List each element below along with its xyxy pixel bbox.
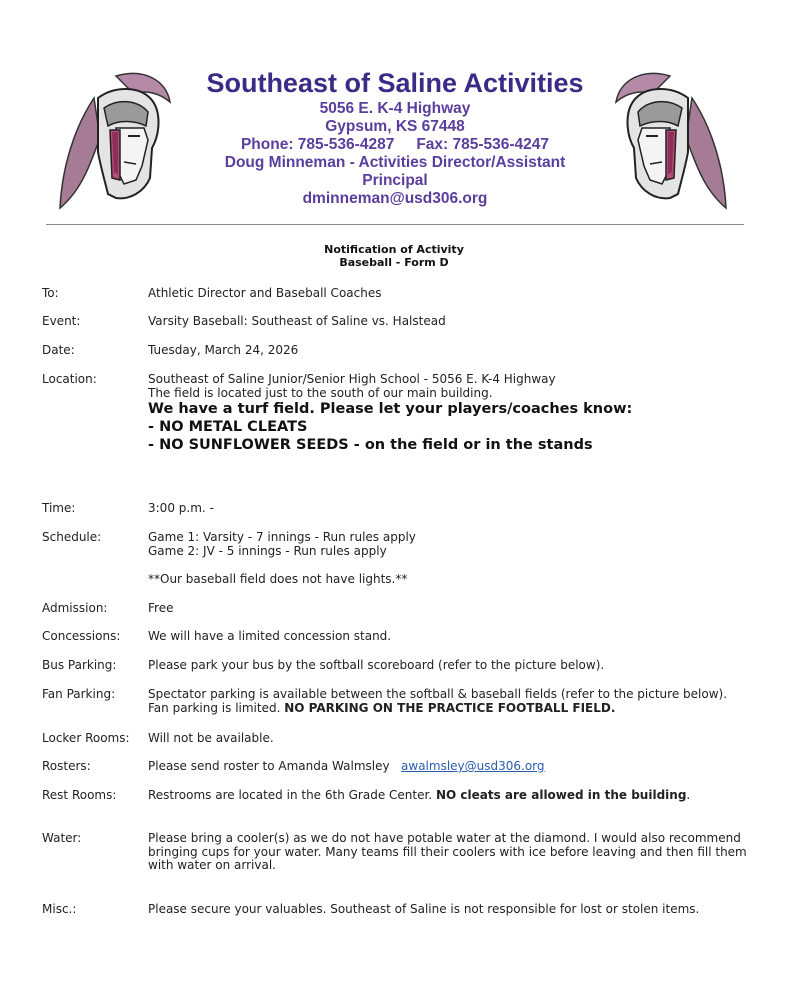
label-event: Event: [42,314,81,328]
value-misc: Please secure your valuables. Southeast of Saline is not responsible for lost or stolen items. [148,902,700,916]
notification-heading [0,243,788,269]
value-fan-parking [148,688,748,715]
label-rest-rooms: Rest Rooms: [42,788,117,802]
no-parking-warning: NO PARKING ON THE PRACTICE FOOTBALL FIELD. [284,700,616,715]
form-title: Baseball - Form D [339,256,449,269]
turf-field-notice: We have a turf field. Please let your players/coaches know: [148,401,633,417]
value-time: 3:00 p.m. - [148,501,214,515]
water-line-1: Please bring a cooler(s) as we do not have potable water at the diamond. I would also recommend [148,831,741,845]
no-sunflower-seeds-notice: - NO SUNFLOWER SEEDS - on the field or in the stands [148,437,593,453]
trojan-helmet-logo-left [54,68,172,214]
value-event: Varsity Baseball: Southeast of Saline vs. Halstead [148,314,446,328]
water-line-3: with water on arrival. [148,858,276,872]
water-line-2: bringing cups for your water. Many teams fill their coolers with ice before leaving and then fill them [148,844,747,859]
address-line-1: 5056 E. K-4 Highway [319,100,471,117]
location-directions: The field is located just to the south of our main building. [148,385,493,400]
director-line-2: Principal [362,172,428,189]
value-date: Tuesday, March 24, 2026 [148,343,299,357]
label-date: Date: [42,343,75,357]
no-cleats-warning: NO cleats are allowed in the building [435,788,687,802]
value-admission: Free [148,601,174,615]
trojan-helmet-logo-right [614,68,732,214]
label-time: Time: [42,501,76,515]
phone-fax-line [160,136,630,154]
address-line-2: Gypsum, KS 67448 [325,118,465,135]
value-locker-rooms: Will not be available. [148,731,274,745]
fan-parking-limited: Fan parking is limited. [148,700,285,715]
notification-title: Notification of Activity [324,243,464,256]
roster-email-link[interactable]: awalmsley@usd306.org [401,759,545,773]
rosters-text: Please send roster to Amanda Walmsley [148,759,390,773]
school-title: Southeast of Saline Activities [206,68,584,98]
value-water [148,832,748,873]
fan-parking-line-2 [148,702,748,716]
rest-rooms-location: Restrooms are located in the 6th Grade Center. [148,788,436,802]
value-schedule [148,531,748,558]
fan-parking-line-1: Spectator parking is available between the softball & baseball fields (refer to the picture below). [148,687,728,701]
label-admission: Admission: [42,601,108,615]
label-schedule: Schedule: [42,530,102,544]
value-bus-parking: Please park your bus by the softball scoreboard (refer to the picture below). [148,658,605,672]
phone-number: Phone: 785-536-4287 [240,136,395,153]
director-email: dminneman@usd306.org [302,190,488,207]
label-rosters: Rosters: [42,759,91,773]
value-location [148,373,748,454]
schedule-game-1: Game 1: Varsity - 7 innings - Run rules apply [148,530,416,544]
value-rest-rooms [148,789,748,803]
no-metal-cleats-notice: - NO METAL CLEATS [148,419,308,435]
label-bus-parking: Bus Parking: [42,658,117,672]
rest-rooms-period: . [686,788,691,802]
label-location: Location: [42,372,97,386]
label-water: Water: [42,831,82,845]
schedule-game-2: Game 2: JV - 5 innings - Run rules apply [148,543,387,558]
value-concessions: We will have a limited concession stand. [148,629,392,643]
fax-number: Fax: 785-536-4247 [416,136,550,153]
value-to: Athletic Director and Baseball Coaches [148,286,382,300]
label-locker-rooms: Locker Rooms: [42,731,130,745]
header-divider [46,224,744,225]
letterhead [160,66,630,208]
location-address: Southeast of Saline Junior/Senior High School - 5056 E. K-4 Highway [148,372,556,386]
label-concessions: Concessions: [42,629,121,643]
director-line-1: Doug Minneman - Activities Director/Assistant [224,154,566,171]
lights-note: **Our baseball field does not have lights.** [148,572,408,586]
value-rosters [148,760,748,774]
label-misc: Misc.: [42,902,77,916]
label-to: To: [42,286,59,300]
label-fan-parking: Fan Parking: [42,687,116,701]
